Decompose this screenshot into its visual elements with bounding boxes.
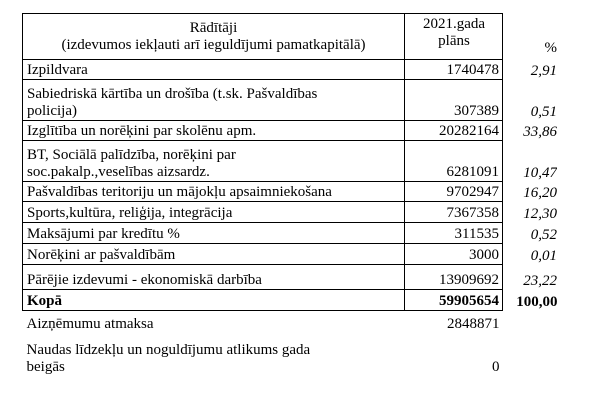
row-label-line1: Pārējie izdevumi - ekonomiskā darbība	[27, 272, 262, 288]
extra-value: 0	[492, 358, 500, 375]
extra-label-line2: beigās	[26, 358, 65, 375]
header-plan-year: 2021.gada	[422, 16, 486, 32]
row-percent: 2,91	[530, 62, 557, 79]
row-value: 3000	[405, 244, 503, 265]
table-row	[23, 121, 558, 141]
header-percent: %	[544, 39, 557, 56]
row-value: 1740478	[405, 60, 503, 80]
extra-label	[23, 311, 405, 333]
row-label	[23, 60, 405, 80]
row-label	[23, 80, 405, 121]
row-label	[23, 265, 405, 290]
row-percent: 10,47	[523, 164, 557, 181]
row-value: 6281091	[405, 141, 503, 182]
row-label	[23, 244, 405, 265]
table-row	[23, 182, 558, 202]
total-percent: 100,00	[516, 293, 558, 310]
extra-label-line1: Naudas līdzekļu un noguldījumu atlikums gada	[26, 341, 311, 358]
total-row	[23, 290, 558, 311]
budget-table	[22, 13, 558, 376]
row-value: 311535	[405, 223, 503, 244]
row-value: 13909692	[405, 265, 503, 290]
row-value: 7367358	[405, 202, 503, 223]
row-label-line1: BT, Sociālā palīdzība, norēķini par	[27, 147, 236, 163]
row-label-line1: Sports,kultūra, reliģija, integrācija	[27, 205, 233, 221]
table-row	[23, 265, 558, 290]
row-percent: 0,52	[530, 226, 557, 243]
header-plan	[405, 14, 503, 60]
header-plan-word: plāns	[438, 33, 470, 49]
row-label-line1: Sabiedriskā kārtība un drošība (t.sk. Pašvaldības	[27, 86, 318, 102]
table-row	[23, 223, 558, 244]
row-label-line1: Norēķini ar pašvaldībām	[27, 247, 176, 263]
row-percent: 16,20	[523, 184, 557, 201]
row-label	[23, 182, 405, 202]
row-label-line1: Izglītība un norēķini par skolēnu apm.	[27, 123, 257, 139]
total-value: 59905654	[405, 290, 503, 311]
row-label-line1: Pašvaldības teritoriju un mājokļu apsaimniekošana	[27, 184, 332, 200]
row-label	[23, 202, 405, 223]
extra-row	[23, 333, 558, 376]
row-label	[23, 141, 405, 182]
row-label	[23, 223, 405, 244]
row-label-line1: Maksājumi par kredītu %	[27, 226, 180, 242]
row-percent: 0,51	[530, 103, 557, 120]
extra-row	[23, 311, 558, 333]
total-label: Kopā	[23, 290, 405, 311]
table-row	[23, 141, 558, 182]
table-row	[23, 244, 558, 265]
table-row	[23, 202, 558, 223]
extra-value: 2848871	[447, 315, 500, 332]
row-value: 9702947	[405, 182, 503, 202]
extra-label	[23, 333, 405, 376]
row-value: 307389	[405, 80, 503, 121]
row-percent: 23,22	[523, 272, 557, 289]
header-indicator-note: (izdevumos iekļauti arī ieguldījumi pamatkapitālā)	[61, 36, 366, 53]
row-label	[23, 121, 405, 141]
row-percent: 0,01	[530, 247, 557, 264]
row-value: 20282164	[405, 121, 503, 141]
header-row	[23, 14, 558, 60]
row-percent: 12,30	[523, 205, 557, 222]
extra-label-line1: Aizņēmumu atmaksa	[26, 315, 154, 332]
row-percent: 33,86	[523, 123, 557, 140]
row-label-line2: policija)	[27, 103, 77, 119]
table-row	[23, 60, 558, 80]
row-label-line2: soc.pakalp.,veselības aizsardz.	[27, 164, 210, 180]
table-row	[23, 80, 558, 121]
header-indicator-title: Rādītāji	[189, 19, 238, 36]
row-label-line1: Izpildvara	[27, 62, 88, 78]
header-indicator	[23, 14, 405, 60]
